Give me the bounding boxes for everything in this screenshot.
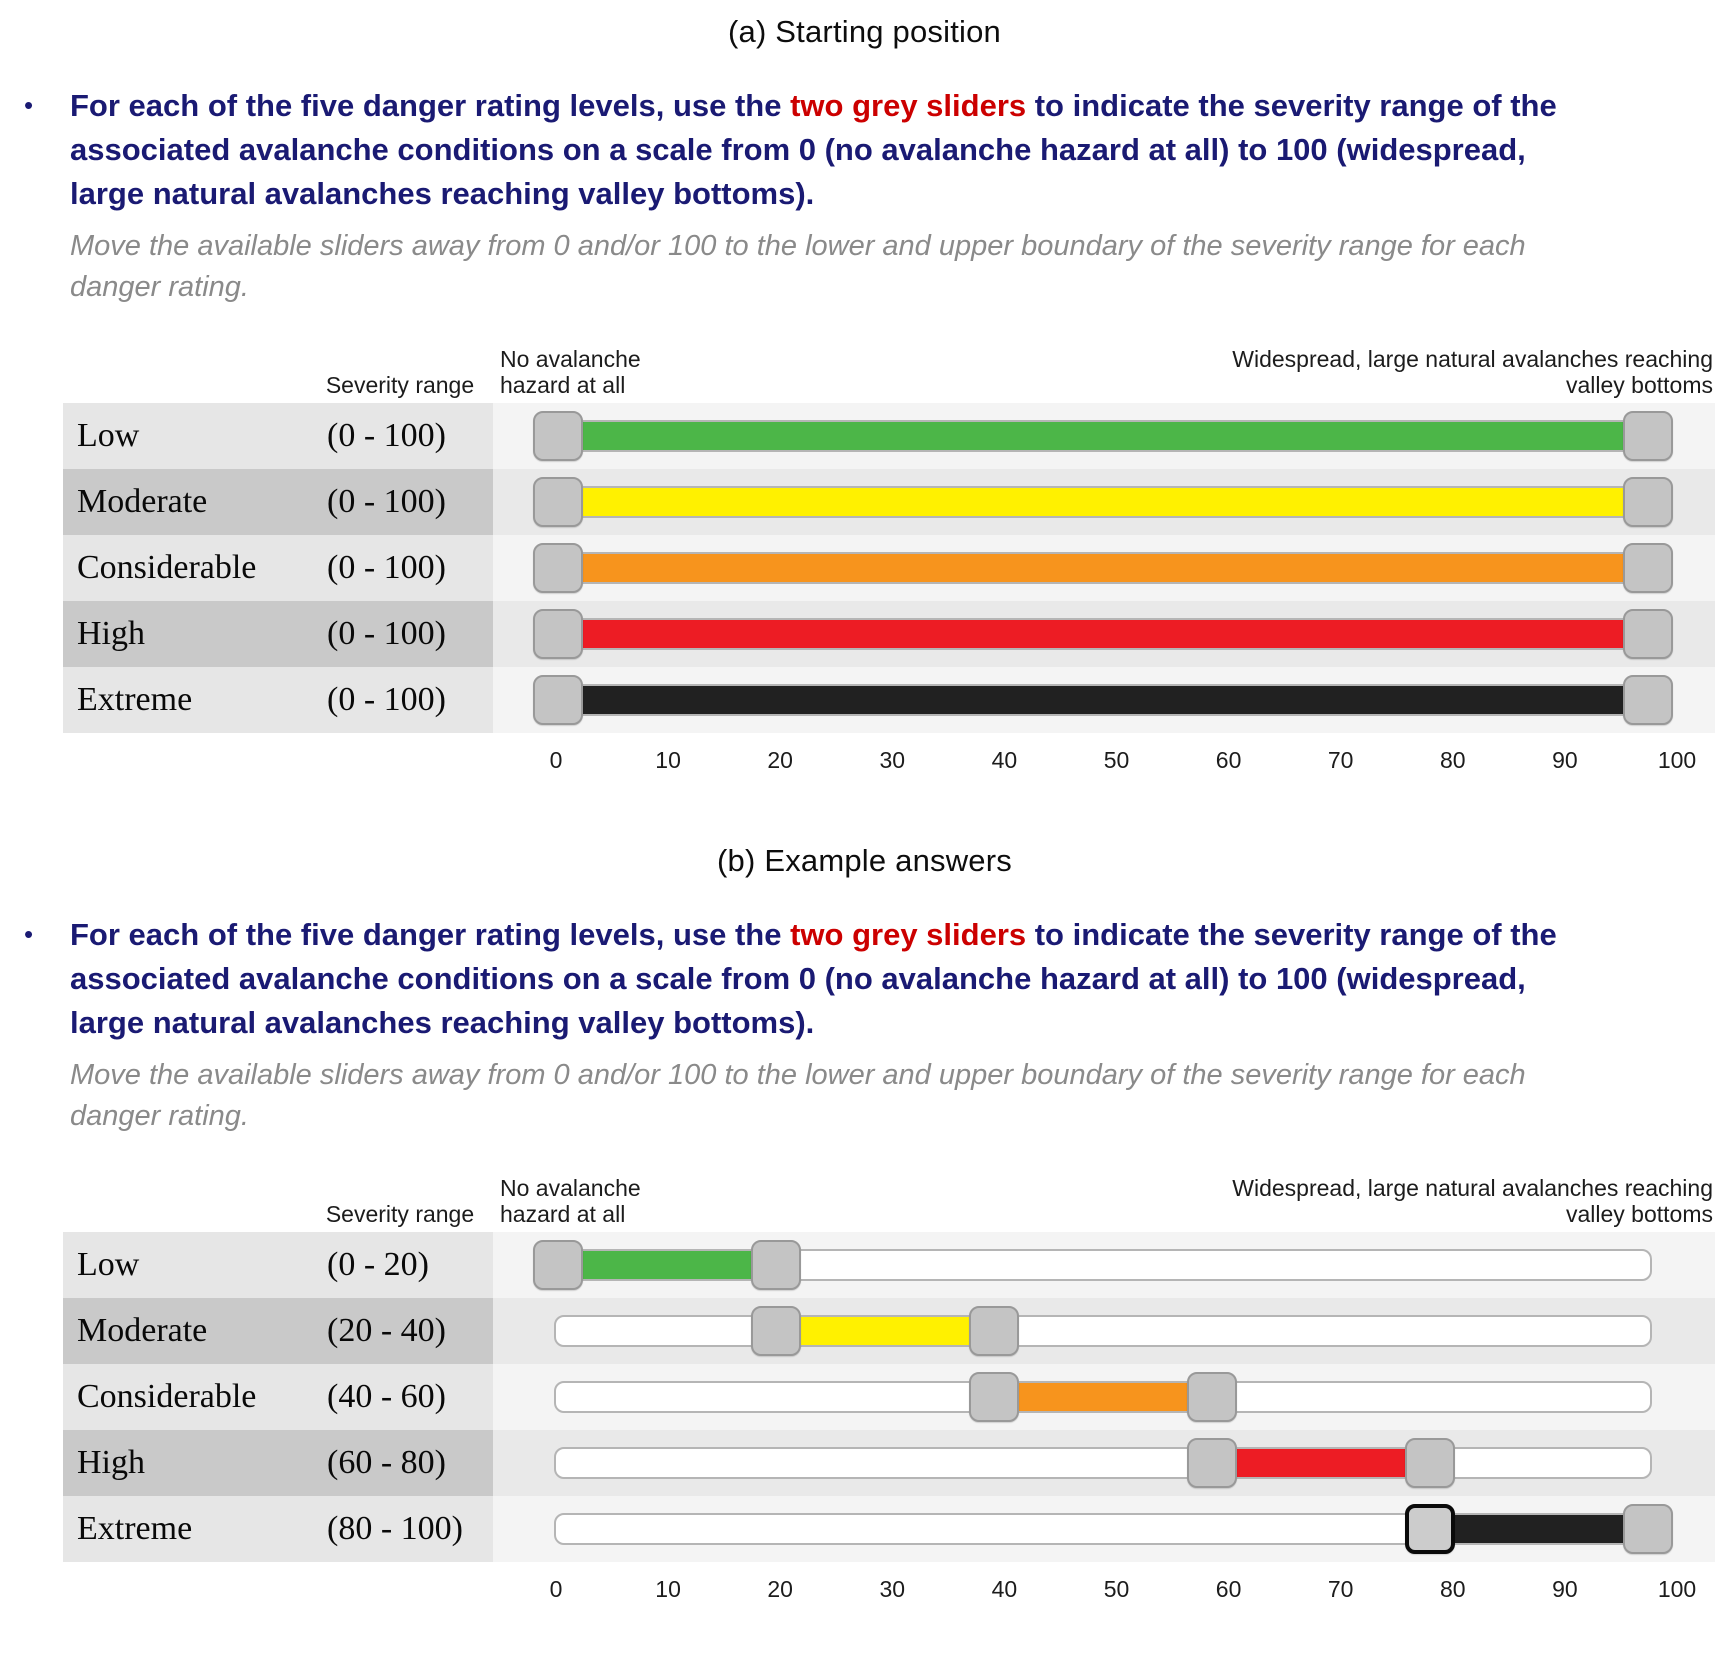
slider-track[interactable] [554,1381,1652,1413]
slider-fill [558,488,1648,516]
slider-track[interactable] [554,1513,1652,1545]
severity-slider-low [493,1232,1715,1298]
danger-level-cell [63,667,493,733]
slider-track[interactable] [554,420,1652,452]
severity-slider-extreme [493,667,1715,733]
sub-instruction-text: Move the available sliders away from 0 and/or 100 to the lower and upper boundary of the severity range for each danger rating. [70,1059,1526,1132]
sub-instruction-text: Move the available sliders away from 0 and/or 100 to the lower and upper boundary of the severity range for each danger rating. [70,230,1526,303]
bullet-icon: • [24,919,34,950]
danger-level-cell [63,1232,493,1298]
danger-level-cell [63,1364,493,1430]
panel-title: (a) Starting position [728,14,1001,49]
table-row-considerable [63,535,1715,601]
severity-slider-moderate [493,469,1715,535]
severity-slider-extreme [493,1496,1715,1562]
scale-right-anchor-label: Widespread, large natural avalanches reaching valley bottoms [1232,1175,1713,1228]
danger-level-cell [63,1298,493,1364]
table-row-high [63,1430,1715,1496]
axis-tick: 90 [1552,747,1578,774]
severity-range-header: Severity range [325,1201,475,1228]
severity-range-value: (0 - 20) [327,1246,429,1284]
slider-handle-upper[interactable] [969,1306,1019,1356]
slider-track[interactable] [554,1315,1652,1347]
slider-handle-lower[interactable] [533,675,583,725]
danger-level-label: Extreme [77,1510,193,1548]
slider-track[interactable] [554,1447,1652,1479]
severity-range-value: (0 - 100) [327,549,446,587]
instruction-part2: to indicate the severity range of the associated avalanche conditions on a scale from 0 (no avalanche hazard at all) to 100 (widespread, large natural avalanches reaching valley bottoms). [70,88,1557,212]
instruction-highlight: two grey sliders [790,917,1027,953]
table-row-extreme [63,1496,1715,1562]
axis-tick: 60 [1215,747,1242,774]
danger-level-cell [63,601,493,667]
slider-fill [994,1383,1212,1411]
instruction-text [70,84,1570,216]
instruction-text [70,913,1570,1045]
slider-track[interactable] [554,486,1652,518]
danger-level-cell [63,535,493,601]
danger-level-label: Low [77,1246,140,1284]
axis-tick: 20 [767,1576,793,1603]
axis-tick: 70 [1327,1576,1354,1603]
danger-level-cell [63,1496,493,1562]
severity-range-value: (20 - 40) [327,1312,446,1350]
slider-handle-lower[interactable] [533,477,583,527]
slider-handle-upper[interactable] [1187,1372,1237,1422]
danger-level-cell [63,1430,493,1496]
instruction-part1: For each of the five danger rating levels, use the [70,917,791,953]
danger-level-label: Low [77,417,140,455]
danger-level-label: Moderate [77,483,208,521]
slider-fill [1212,1449,1430,1477]
slider-table [63,1136,1715,1562]
axis-tick: 100 [1657,747,1697,774]
severity-range-value: (0 - 100) [327,417,446,455]
table-header [63,1136,1715,1232]
instruction-highlight: two grey sliders [790,88,1027,123]
slider-handle-upper[interactable] [1623,1504,1673,1554]
slider-handle-upper[interactable] [1623,411,1673,461]
panel-example-answers [0,791,1729,1620]
severity-range-header: Severity range [325,372,475,399]
axis-tick: 10 [655,747,681,774]
axis-tick: 80 [1440,747,1466,774]
axis-tick: 90 [1552,1576,1578,1603]
slider-fill [558,554,1648,582]
scale-right-anchor-label: Widespread, large natural avalanches reaching valley bottoms [1232,346,1713,399]
severity-range-value: (0 - 100) [327,681,446,719]
table-row-moderate [63,1298,1715,1364]
axis-tick: 30 [879,1576,906,1603]
bullet-icon: • [24,90,34,120]
axis-tick: 30 [879,747,906,774]
axis-tick: 100 [1657,1576,1697,1603]
slider-handle-upper[interactable] [751,1240,801,1290]
slider-handle-upper[interactable] [1623,477,1673,527]
axis-tick: 40 [991,747,1018,774]
scale-axis [493,1562,1715,1620]
panel-title: (b) Example answers [717,843,1012,879]
slider-handle-upper[interactable] [1623,543,1673,593]
slider-track[interactable] [554,684,1652,716]
table-row-extreme [63,667,1715,733]
slider-track[interactable] [554,618,1652,650]
axis-tick: 80 [1440,1576,1466,1603]
axis-tick: 40 [991,1576,1018,1603]
scale-left-anchor-label: No avalanche hazard at all [500,346,641,399]
table-row-low [63,1232,1715,1298]
danger-level-label: Extreme [77,681,193,719]
slider-table [63,307,1715,733]
scale-axis [493,733,1715,791]
slider-handle-lower[interactable] [751,1306,801,1356]
slider-track[interactable] [554,552,1652,584]
axis-tick: 50 [1103,1576,1130,1603]
instruction-part1: For each of the five danger rating levels, use the [70,88,791,123]
severity-slider-moderate [493,1298,1715,1364]
severity-range-value: (80 - 100) [327,1510,463,1548]
axis-tick: 0 [549,1576,563,1603]
slider-fill [558,1251,776,1279]
severity-slider-considerable [493,1364,1715,1430]
severity-range-value: (0 - 100) [327,483,446,521]
slider-handle-lower[interactable] [969,1372,1019,1422]
instruction-block [22,84,1729,216]
slider-handle-lower[interactable] [1187,1438,1237,1488]
severity-slider-high [493,601,1715,667]
axis-tick: 50 [1103,747,1130,774]
danger-level-label: High [77,1444,145,1482]
slider-handle-lower[interactable] [533,1240,583,1290]
slider-handle-upper[interactable] [1405,1438,1455,1488]
table-header [63,307,1715,403]
slider-handle-lower[interactable] [533,609,583,659]
danger-level-cell [63,469,493,535]
danger-level-label: Considerable [77,1378,257,1416]
axis-tick: 60 [1215,1576,1242,1603]
slider-handle-upper[interactable] [1623,675,1673,725]
table-row-considerable [63,1364,1715,1430]
scale-left-anchor-label: No avalanche hazard at all [500,1175,641,1228]
danger-level-cell [63,403,493,469]
table-row-moderate [63,469,1715,535]
slider-fill [558,422,1648,450]
panel-starting-position [0,0,1729,791]
severity-slider-considerable [493,535,1715,601]
axis-tick: 10 [655,1576,681,1603]
axis-tick: 70 [1327,747,1354,774]
slider-fill [776,1317,994,1345]
slider-track[interactable] [554,1249,1652,1281]
severity-slider-low [493,403,1715,469]
slider-handle-lower[interactable] [1405,1504,1455,1554]
danger-level-label: Considerable [77,549,257,587]
slider-handle-lower[interactable] [533,411,583,461]
severity-range-value: (0 - 100) [327,615,446,653]
slider-fill [1430,1515,1648,1543]
slider-handle-upper[interactable] [1623,609,1673,659]
danger-level-label: Moderate [77,1312,208,1350]
instruction-block [22,913,1729,1045]
severity-slider-high [493,1430,1715,1496]
severity-range-value: (60 - 80) [327,1444,446,1482]
slider-fill [558,686,1648,714]
slider-handle-lower[interactable] [533,543,583,593]
axis-tick: 0 [549,747,563,774]
danger-level-label: High [77,615,145,653]
table-row-low [63,403,1715,469]
severity-range-value: (40 - 60) [327,1378,446,1416]
slider-fill [558,620,1648,648]
axis-tick: 20 [767,747,793,774]
instruction-part2: to indicate the severity range of the associated avalanche conditions on a scale from 0 (no avalanche hazard at all) to 100 (widespread, large natural avalanches reaching valley bottoms). [70,917,1557,1041]
table-row-high [63,601,1715,667]
